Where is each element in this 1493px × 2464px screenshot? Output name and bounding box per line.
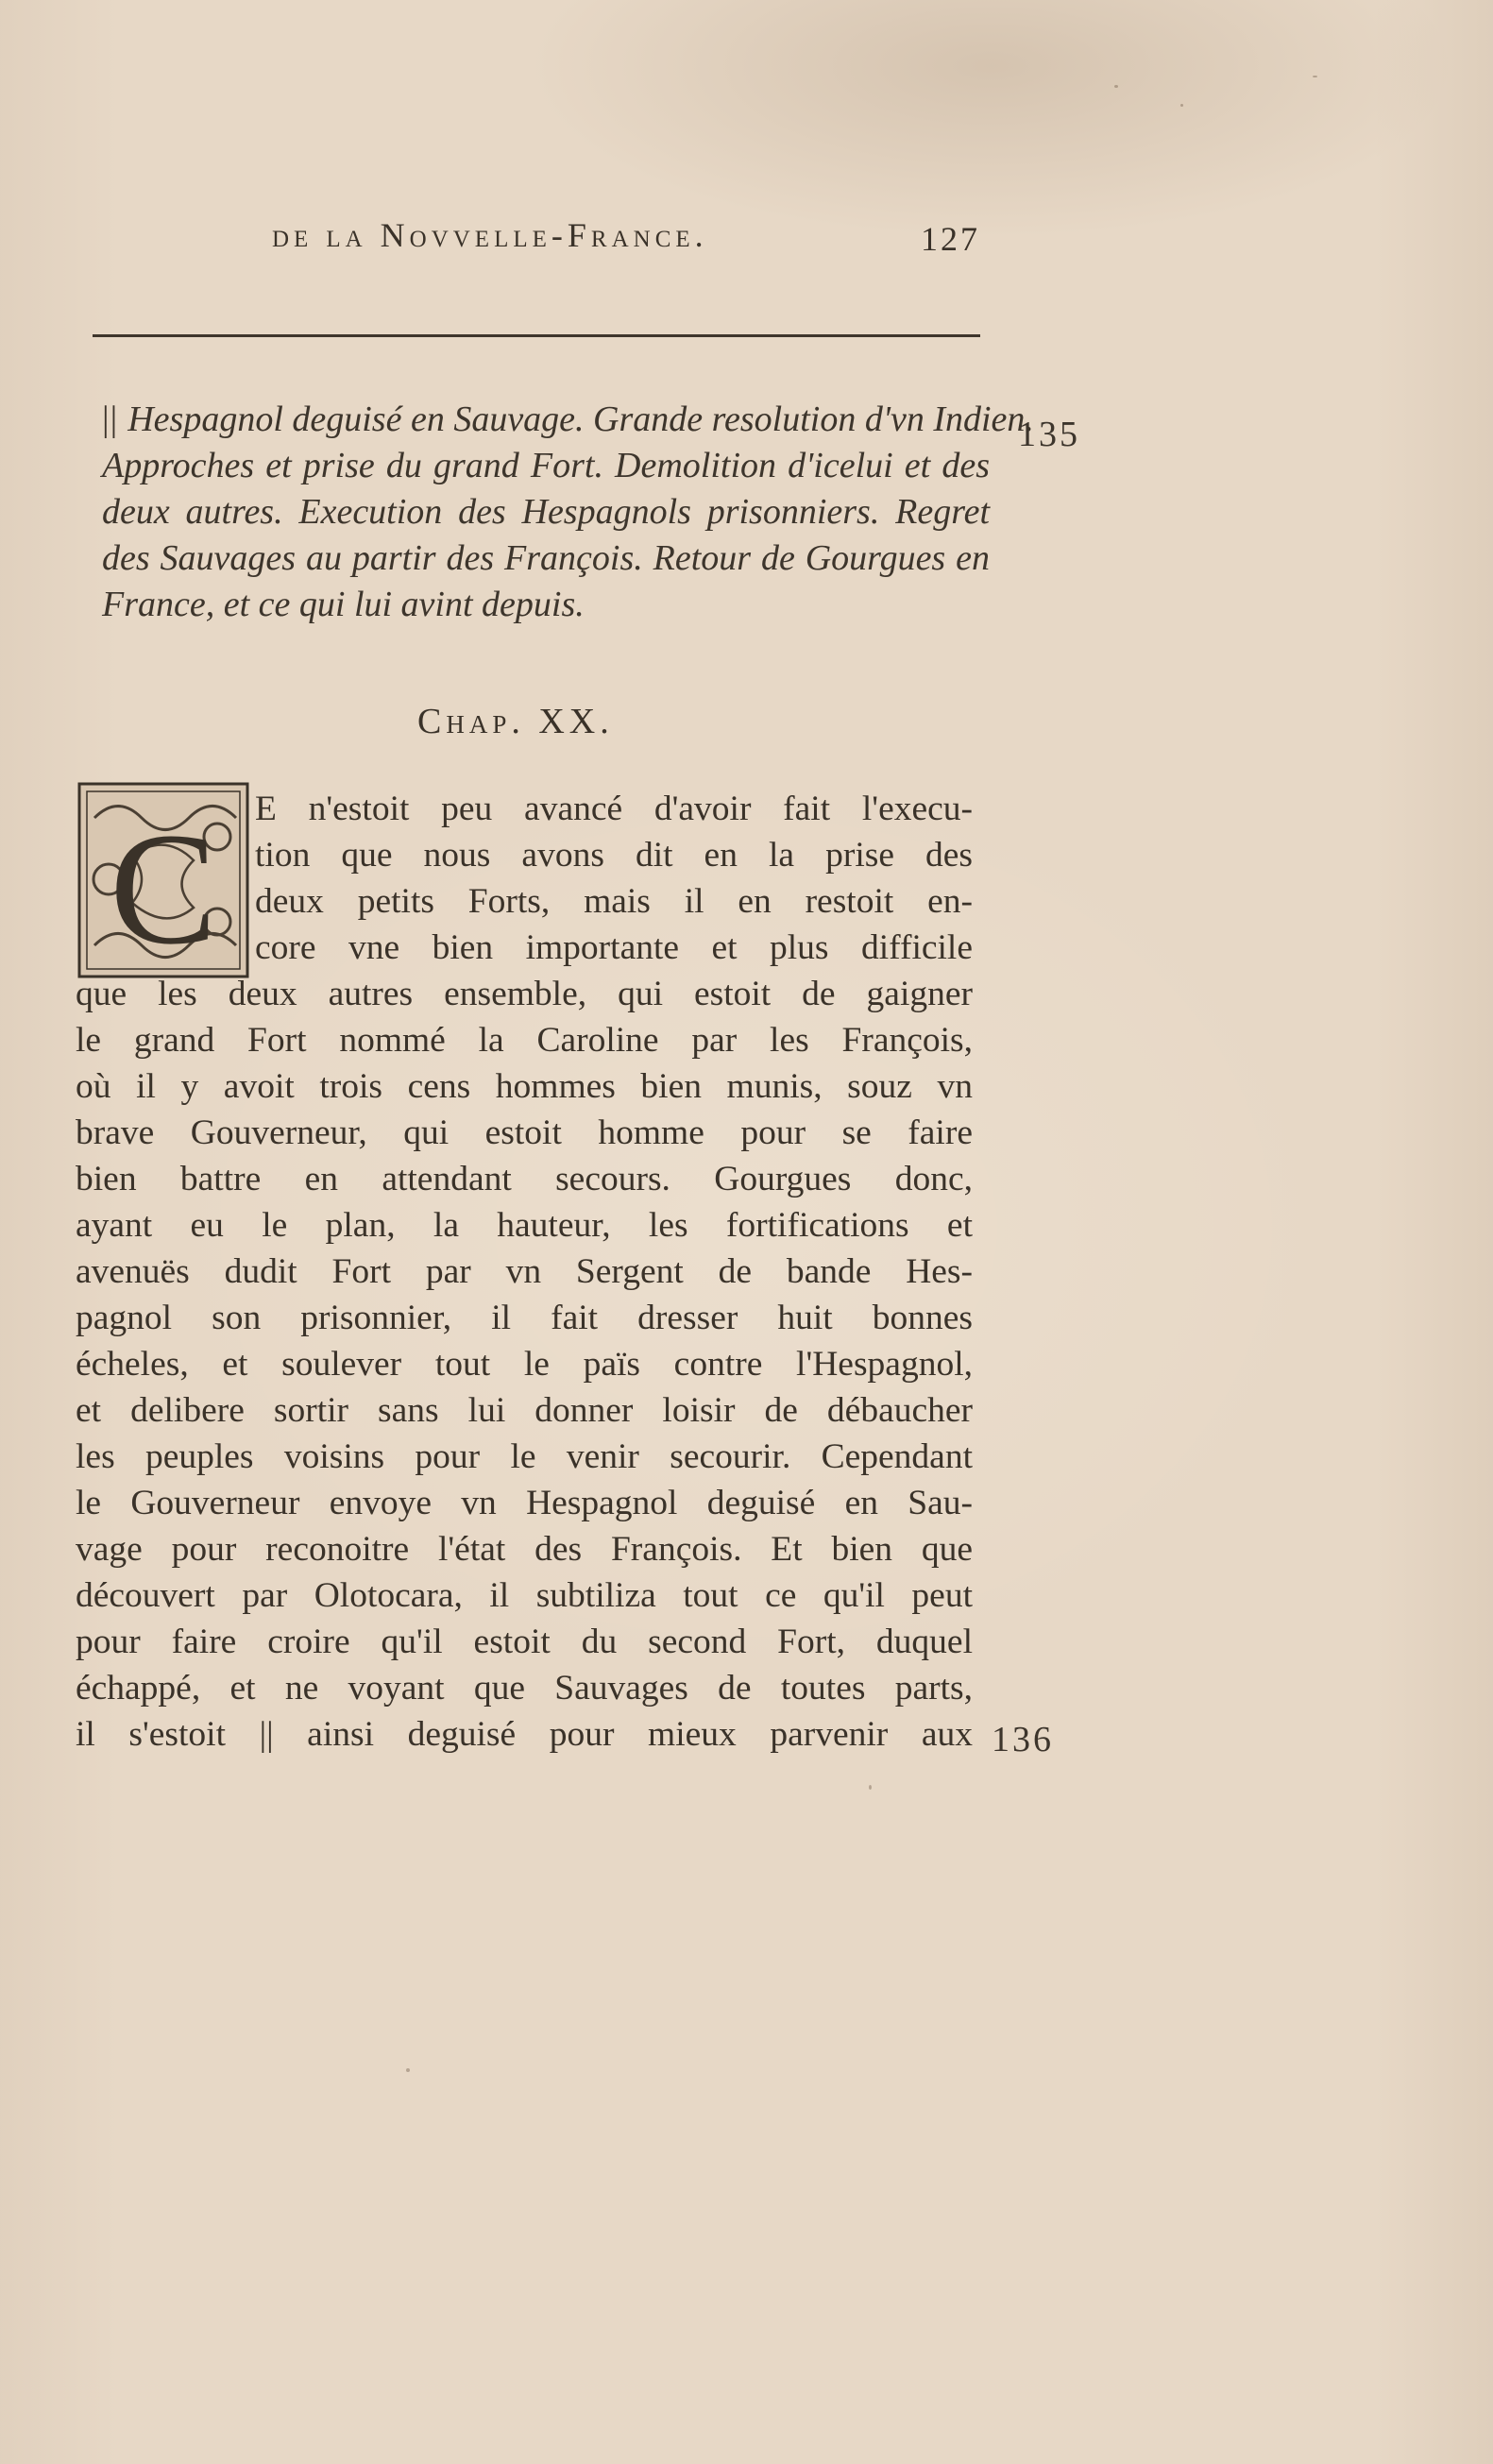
paper-speck [1114,85,1118,88]
paper-speck [869,1785,872,1790]
body-line: où il y avoit trois cens hommes bien munis, souz vn [76,1067,973,1106]
page-number: 127 [921,220,980,258]
body-line: core vne bien importante et plus difficile [255,928,973,967]
summary-line: Approches et prise du grand Fort. Demolition d'icelui et des [102,446,990,485]
margin-page-number: 135 [1018,415,1080,454]
body-line: et delibere sortir sans lui donner loisir de débaucher [76,1391,973,1430]
paper-speck [1180,104,1183,107]
summary-line: || Hespagnol deguisé en Sauvage. Grande resolution d'vn Indien. [102,399,1034,439]
body-line: pagnol son prisonnier, il fait dresser huit bonnes [76,1299,973,1337]
body-line: pour faire croire qu'il estoit du second Fort, duquel [76,1623,973,1661]
body-line: les peuples voisins pour le venir secourir. Cependant [76,1437,973,1476]
summary-line: deux autres. Execution des Hespagnols prisonniers. Regret [102,492,990,532]
body-line: découvert par Olotocara, il subtiliza tout ce qu'il peut [76,1576,973,1615]
body-line: ayant eu le plan, la hauteur, les fortifications et [76,1206,973,1245]
margin-page-number: 136 [992,1720,1054,1759]
body-line: le grand Fort nommé la Caroline par les François, [76,1021,973,1060]
summary-line: France, et ce qui lui avint depuis. [102,585,585,624]
body-line: échappé, et ne voyant que Sauvages de toutes parts, [76,1669,973,1708]
paper-speck [406,2068,410,2072]
header-rule [93,334,980,337]
summary-line: des Sauvages au partir des François. Retour de Gourgues en [102,538,990,578]
body-line: que les deux autres ensemble, qui estoit de gaigner [76,975,973,1013]
drop-cap-letter: C [110,800,217,977]
running-title: de la Novvelle-France. [272,216,708,254]
body-line: brave Gouverneur, qui estoit homme pour se faire [76,1113,973,1152]
body-line: il s'estoit || ainsi deguisé pour mieux parvenir aux [76,1715,973,1754]
body-line: bien battre en attendant secours. Gourgues donc, [76,1160,973,1198]
chapter-heading: Chap. XX. [417,702,614,741]
body-line: le Gouverneur envoye vn Hespagnol deguisé en Sau- [76,1484,973,1522]
chapter-summary [102,397,1034,628]
running-header [272,215,990,272]
section-marker: || [102,399,119,439]
paper-speck [1313,76,1317,77]
body-line: avenuës dudit Fort par vn Sergent de bande Hes- [76,1252,973,1291]
body-line: deux petits Forts, mais il en restoit en- [255,882,973,921]
body-text [76,786,973,1758]
body-line: vage pour reconoitre l'état des François. Et bien que [76,1530,973,1569]
body-line: E n'estoit peu avancé d'avoir fait l'execu- [255,790,973,828]
body-line: tion que nous avons dit en la prise des [255,836,973,875]
body-line: écheles, et soulever tout le païs contre l'Hespagnol, [76,1345,973,1384]
